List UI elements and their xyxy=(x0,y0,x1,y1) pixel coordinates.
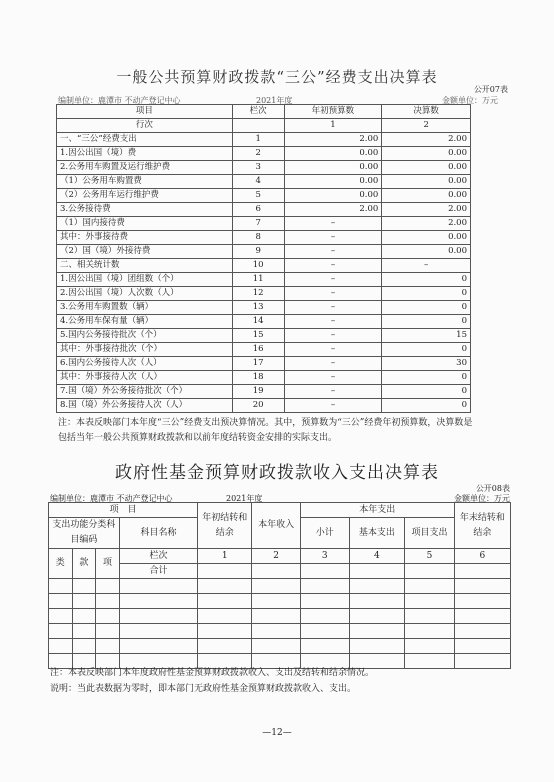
item-header: 项 目 xyxy=(49,503,198,518)
name-header: 科目名称 xyxy=(119,518,197,549)
table-row xyxy=(57,385,471,399)
table-cell: – xyxy=(284,329,382,343)
lei-header: 类 xyxy=(49,549,73,579)
table-cell: 0.00 xyxy=(284,161,382,175)
col-num: 5 xyxy=(405,549,455,564)
table-cell: 0 xyxy=(382,301,471,315)
table-cell: 2.00 xyxy=(284,133,382,147)
table-row xyxy=(57,147,471,161)
table-cell: 9 xyxy=(232,245,284,259)
table-cell: 二、相关统计数 xyxy=(57,259,233,273)
kuan-header: 款 xyxy=(72,549,96,579)
table-cell: – xyxy=(284,343,382,357)
table-row xyxy=(57,287,471,301)
table-cell: 7 xyxy=(232,217,284,231)
table-cell: 0.00 xyxy=(284,189,382,203)
table-cell: 0 xyxy=(382,371,471,385)
table-cell: 3.公务用车购置数（辆） xyxy=(57,301,233,315)
table-cell: （1）公务用车购置费 xyxy=(57,175,233,189)
header-cell: 栏次 xyxy=(232,105,284,119)
subheader-cell: 2 xyxy=(382,119,471,133)
table1-code: 公开07表 xyxy=(473,85,508,94)
table-cell: 15 xyxy=(382,329,471,343)
table-cell: 13 xyxy=(232,301,284,315)
table-cell: – xyxy=(284,315,382,329)
subheader-cell: 1 xyxy=(284,119,382,133)
table-cell: 2.00 xyxy=(382,217,471,231)
table-cell: 4.公务用车保有量（辆） xyxy=(57,315,233,329)
table-cell: 2.00 xyxy=(284,203,382,217)
table-cell: 8.国（境）外公务接待人次（人） xyxy=(57,399,233,413)
table-cell: 5 xyxy=(232,189,284,203)
header-cell: 项目 xyxy=(57,105,233,119)
table-cell: – xyxy=(284,259,382,273)
header-cell: 决算数 xyxy=(382,105,471,119)
table2-amount-unit: 金额单位：万元 xyxy=(454,494,510,503)
table-cell: 1 xyxy=(232,133,284,147)
table-cell: 1.因公出国（境）费 xyxy=(57,147,233,161)
table-cell: – xyxy=(284,245,382,259)
table-cell: 2.因公出国（境）人次数（人） xyxy=(57,287,233,301)
table-row xyxy=(57,301,471,315)
table-cell: 0 xyxy=(382,287,471,301)
table-cell: 2 xyxy=(232,147,284,161)
table-row xyxy=(57,175,471,189)
table-cell: 3 xyxy=(232,161,284,175)
func-code-header: 支出功能分类科目编码 xyxy=(49,518,120,549)
col-num: 2 xyxy=(252,549,300,564)
table-cell: 6.国内公务接待人次（人） xyxy=(57,357,233,371)
table-cell: – xyxy=(382,259,471,273)
table1-amount-unit: 金额单位：万元 xyxy=(442,96,498,105)
col-num: 1 xyxy=(198,549,252,564)
table-cell: 0 xyxy=(382,315,471,329)
table-cell: 15 xyxy=(232,329,284,343)
empty-row xyxy=(49,594,511,609)
table2-note: 注：本表反映部门本年度政府性基金预算财政拨款收入、支出及结转和结余情况。 xyxy=(50,668,375,678)
table-row xyxy=(57,357,471,371)
table2-code: 公开08表 xyxy=(475,484,510,493)
table-cell: 12 xyxy=(232,287,284,301)
table-cell: – xyxy=(284,371,382,385)
table-row xyxy=(57,161,471,175)
table-cell: 7.国（境）外公务接待批次（个） xyxy=(57,385,233,399)
table-row xyxy=(57,217,471,231)
table-cell: 10 xyxy=(232,259,284,273)
table-cell: 20 xyxy=(232,399,284,413)
table-cell: 1.因公出国（境）团组数（个） xyxy=(57,273,233,287)
table-cell: 17 xyxy=(232,357,284,371)
table-cell: 18 xyxy=(232,371,284,385)
table-row xyxy=(57,315,471,329)
col-num: 4 xyxy=(349,549,404,564)
empty-row xyxy=(49,624,511,639)
col-num: 6 xyxy=(454,549,510,564)
table-row xyxy=(57,245,471,259)
table-cell: – xyxy=(284,217,382,231)
subheader-cell: 行次 xyxy=(57,119,233,133)
table-cell: 6 xyxy=(232,203,284,217)
table-cell: 3.公务接待费 xyxy=(57,203,233,217)
table-cell: 0 xyxy=(382,343,471,357)
table-cell: 0 xyxy=(382,385,471,399)
table-cell: 16 xyxy=(232,343,284,357)
basic-header: 基本支出 xyxy=(349,518,404,549)
table-cell: （2）国（境）外接待费 xyxy=(57,245,233,259)
col-label: 栏次 xyxy=(119,549,197,564)
empty-row xyxy=(49,579,511,594)
table1-subheader-row xyxy=(57,119,471,133)
table-row xyxy=(57,133,471,147)
table-cell: 一、“三公”经费支出 xyxy=(57,133,233,147)
table-cell: 0.00 xyxy=(382,189,471,203)
table1-header-row xyxy=(57,105,471,119)
table-cell: 19 xyxy=(232,385,284,399)
table-cell: （1）国内接待费 xyxy=(57,217,233,231)
table-row xyxy=(57,273,471,287)
table2-explanation: 说明：当此表数据为零时，即本部门无政府性基金预算财政拨款收入、支出。 xyxy=(50,684,357,694)
table2-unit-label: 编制单位：鹿潭市 不动产登记中心 xyxy=(50,494,173,503)
table-cell: 2.00 xyxy=(382,133,471,147)
table-cell: 5.国内公务接待批次（个） xyxy=(57,329,233,343)
table-cell: 14 xyxy=(232,315,284,329)
table2-notes xyxy=(50,665,510,697)
table-cell: 0 xyxy=(382,399,471,413)
empty-row xyxy=(49,639,511,654)
page-number: —12— xyxy=(262,728,292,738)
table-cell: – xyxy=(284,385,382,399)
table-cell: 11 xyxy=(232,273,284,287)
table2-year: 2021年度 xyxy=(226,494,263,503)
table1-year: 2021年度 xyxy=(256,96,293,105)
table-cell: – xyxy=(284,399,382,413)
table-row xyxy=(57,203,471,217)
table-cell: – xyxy=(284,231,382,245)
table-cell: 其中：外事接待费 xyxy=(57,231,233,245)
table-row xyxy=(57,371,471,385)
table-cell: – xyxy=(284,301,382,315)
table-cell: 0.00 xyxy=(382,175,471,189)
carry-end-header: 年末结转和结余 xyxy=(454,503,510,549)
carry-begin-header: 年初结转和结余 xyxy=(198,503,252,549)
table-cell: 其中：外事接待人次（人） xyxy=(57,371,233,385)
table-cell: 0.00 xyxy=(382,231,471,245)
table-row xyxy=(57,343,471,357)
income-header: 本年收入 xyxy=(252,503,300,549)
xiang-header: 项 xyxy=(96,549,120,579)
subheader-cell xyxy=(232,119,284,133)
table-cell: – xyxy=(284,357,382,371)
table-row xyxy=(57,189,471,203)
col-num: 3 xyxy=(300,549,349,564)
table-cell: – xyxy=(284,273,382,287)
header-cell: 年初预算数 xyxy=(284,105,382,119)
table-cell: 0 xyxy=(382,273,471,287)
table2-title: 政府性基金预算财政拨款收入支出决算表 xyxy=(115,463,439,483)
table-cell: 0.00 xyxy=(284,175,382,189)
subtotal-header: 小计 xyxy=(300,518,349,549)
table1-unit-label: 编制单位：鹿潭市 不动产登记中心 xyxy=(58,96,181,105)
table-cell: 4 xyxy=(232,175,284,189)
table-cell: 2.00 xyxy=(382,203,471,217)
total-label: 合计 xyxy=(119,564,197,579)
table1-title: 一般公共预算财政拨款“三公”经费支出决算表 xyxy=(116,68,438,86)
three-public-expense-table xyxy=(56,104,471,413)
table-cell: 0.00 xyxy=(382,161,471,175)
table-row xyxy=(57,399,471,413)
table-row xyxy=(57,231,471,245)
empty-row xyxy=(49,609,511,624)
table-cell: 0.00 xyxy=(382,147,471,161)
gov-fund-table xyxy=(48,502,511,669)
table-cell: 其中：外事接待批次（个） xyxy=(57,343,233,357)
table-cell: 0.00 xyxy=(284,147,382,161)
table-cell: 0.00 xyxy=(382,245,471,259)
expense-header: 本年支出 xyxy=(300,503,454,518)
table1-note: 注：本表反映部门本年度“三公”经费支出预决算情况。其中，预算数为“三公”经费年初预算数，决算数是包括当年一般公共预算财政拨款和以前年度结转资金安排的实际支出。 xyxy=(58,418,473,443)
table-cell: 30 xyxy=(382,357,471,371)
table-row xyxy=(57,259,471,273)
table-cell: 2.公务用车购置及运行维护费 xyxy=(57,161,233,175)
table-cell: （2）公务用车运行维护费 xyxy=(57,189,233,203)
table-row xyxy=(57,329,471,343)
project-header: 项目支出 xyxy=(405,518,455,549)
table-cell: – xyxy=(284,287,382,301)
table-cell: 8 xyxy=(232,231,284,245)
